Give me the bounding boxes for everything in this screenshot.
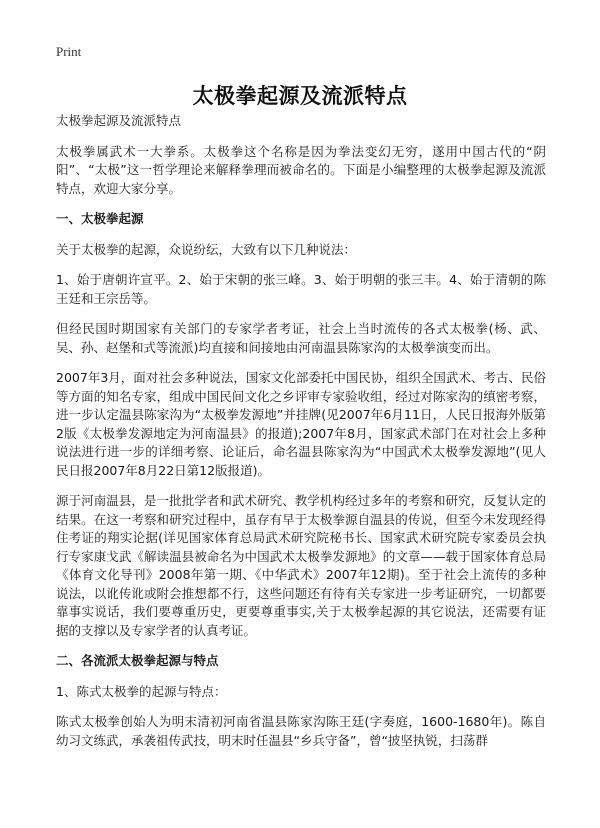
section-heading-origin: 一、太极拳起源: [56, 211, 144, 226]
styles-paragraph-2: 陈式太极拳创始人为明末清初河南省温县陈家沟陈王廷(字奏庭，1600-1680年)。陈自幼习文练武，承袭祖传武技，明末时任温县“乡兵守备”，曾“披坚执锐，扫荡群: [56, 714, 546, 748]
origin-paragraph-3: 但经民国时期国家有关部门的专家学者考证，社会上当时流传的各式太极拳(杨、武、吴、孙、赵堡和式等流派)均直接和间接地由河南温县陈家沟的太极拳演变而出。: [56, 321, 546, 355]
origin-paragraph-1: 关于太极拳的起源，众说纷纭，大致有以下几种说法：: [56, 241, 357, 257]
styles-paragraph-1: 1、陈式太极拳的起源与特点：: [56, 683, 227, 699]
page-title: 太极拳起源及流派特点: [192, 84, 408, 108]
origin-paragraph-2: 1、始于唐朝许宣平。2、始于宋朝的张三峰。3、始于明朝的张三丰。4、始于清朝的陈王廷和王宗岳等。: [56, 272, 546, 306]
origin-paragraph-4: 2007年3月，面对社会多种说法，国家文化部委托中国民协，组织全国武术、考古、民俗等方面的知名专家，组成中国民间文化之乡评审专家验收组，经过对陈家沟的缜密考察，进一步认定温县陈家沟为“太极拳发源地”并挂牌(见2007年6月11日，人民日报海外版第2版《太极拳发源地定为河南温县》的报道);2007年8月，国家武术部门在对社会上多种说法进行进一步的详细考察、论证后，命名温县陈家沟为“中国武术太极拳发源地”(见人民日报2007年8月22日第12版报道)。: [56, 370, 546, 478]
intro-paragraph: 太极拳属武术一大拳系。太极拳这个名称是因为拳法变幻无穷，遂用中国古代的“阴阳”、“太极”这一哲学理论来解释拳理而被命名的。下面是小编整理的太极拳起源及流派特点，欢迎大家分享。: [56, 143, 546, 196]
article-body: [56, 112, 546, 762]
article-subtitle: 太极拳起源及流派特点: [56, 113, 182, 128]
section-heading-styles: 二、各流派太极拳起源与特点: [56, 653, 219, 668]
origin-paragraph-5: 源于河南温县，是一批批学者和武术研究、教学机构经过多年的考察和研究，反复认定的结果。在这一考察和研究过程中，虽存有早于太极拳源自温县的传说，但至今未发现经得住考证的翔实论据(详见国家体育总局武术研究院秘书长、国家武术研究院专家委员会执行专家康戈武《解读温县被命名为中国武术太极拳发源地》的文章——载于国家体育总局《体育文化导刊》2008年第一期、《中华武术》2007年12期)。至于社会上流传的多种说法，以讹传讹或附会推想都不行，这些问题还有待有关专家进一步考证研究，一切都要靠事实说话，我们要尊重历史，更要尊重事实,关于太极拳起源的其它说法，还需要有证据的支撑以及专家学者的认真考证。: [56, 493, 546, 638]
print-link[interactable]: Print: [56, 44, 82, 59]
